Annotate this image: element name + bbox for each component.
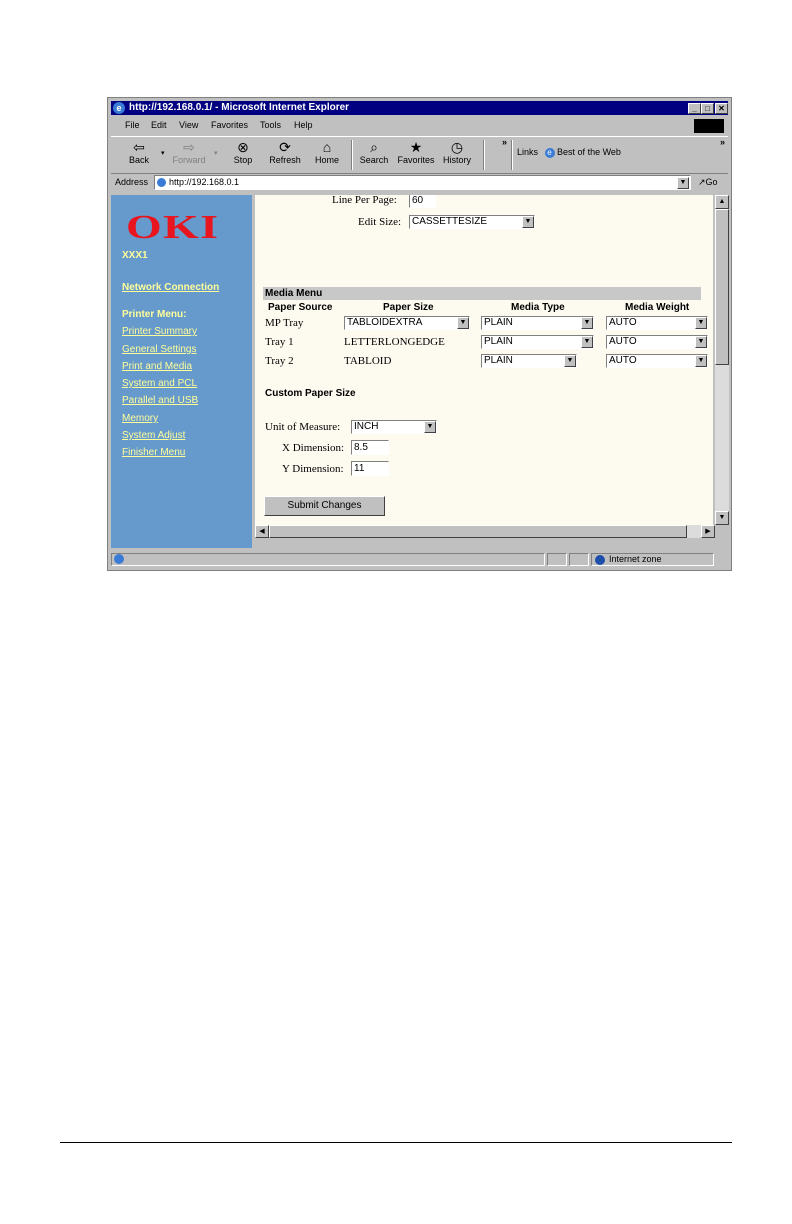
forward-button[interactable] — [169, 139, 209, 165]
ie-page-icon: e — [545, 148, 555, 158]
col-media-type: Media Type — [511, 302, 565, 313]
close-button[interactable]: ✕ — [715, 103, 728, 114]
stop-icon: ⊗ — [237, 139, 249, 155]
links-label: Links — [517, 147, 539, 157]
window-title: http://192.168.0.1/ - Microsoft Internet Explorer — [129, 102, 350, 113]
menu-bar — [111, 117, 728, 134]
unit-of-measure-label: Unit of Measure: — [265, 421, 341, 433]
media-type-value: PLAIN — [484, 355, 513, 366]
refresh-button[interactable] — [265, 139, 305, 165]
go-label: Go — [705, 177, 718, 187]
edit-size-value: CASSETTESIZE — [412, 216, 488, 227]
chevron-down-icon: ▼ — [457, 317, 469, 329]
history-label: History — [442, 155, 471, 165]
status-bar — [111, 551, 728, 568]
status-panel — [569, 553, 589, 566]
back-label: Back — [128, 155, 149, 165]
chevron-down-icon: ▼ — [581, 336, 593, 348]
home-button[interactable] — [307, 139, 347, 165]
ie-page-icon — [114, 554, 124, 564]
line-per-page-label: Line Per Page: — [332, 195, 397, 206]
sidebar — [111, 195, 252, 548]
media-type-value: PLAIN — [484, 336, 513, 347]
links-bar — [517, 147, 621, 158]
media-type-select[interactable] — [481, 316, 594, 330]
horizontal-scrollbar[interactable] — [255, 525, 715, 538]
links-best-of-web[interactable]: Best of the Web — [557, 147, 621, 157]
col-paper-size: Paper Size — [383, 302, 434, 313]
y-dimension-input[interactable]: 11 — [351, 461, 389, 476]
scroll-right-icon[interactable]: ▶ — [701, 525, 715, 538]
status-panel-main — [111, 553, 545, 566]
unit-of-measure-select[interactable] — [351, 420, 437, 434]
menu-tools[interactable]: Tools — [260, 120, 282, 130]
row-source: MP Tray — [265, 317, 304, 329]
paper-size-value: TABLOIDEXTRA — [347, 317, 423, 328]
stop-label: Stop — [233, 155, 253, 165]
col-paper-source: Paper Source — [268, 302, 333, 313]
globe-icon — [595, 555, 605, 565]
search-label: Search — [359, 155, 389, 165]
chevron-down-icon: ▼ — [695, 317, 707, 329]
favorites-button[interactable] — [396, 139, 436, 165]
footer-rule — [60, 1142, 732, 1143]
chevron-down-icon: ▼ — [581, 317, 593, 329]
y-dimension-label: Y Dimension: — [282, 463, 344, 475]
x-dimension-label: X Dimension: — [282, 442, 345, 454]
address-input[interactable] — [154, 175, 691, 190]
media-weight-select[interactable] — [606, 354, 708, 368]
sidebar-item-memory[interactable]: Memory — [122, 413, 159, 424]
address-bar — [111, 174, 728, 191]
maximize-button[interactable]: □ — [701, 103, 714, 114]
sidebar-item-printer-summary[interactable]: Printer Summary — [122, 326, 198, 337]
row-source: Tray 1 — [265, 336, 294, 348]
ie-page-icon — [157, 178, 166, 187]
sidebar-item-system-and-pcl[interactable]: System and PCL — [122, 378, 198, 389]
media-type-value: PLAIN — [484, 317, 513, 328]
stop-button[interactable] — [223, 139, 263, 165]
submit-changes-button[interactable]: Submit Changes — [264, 496, 385, 516]
internet-explorer-icon: e — [113, 102, 125, 114]
hscroll-thumb[interactable] — [269, 525, 687, 538]
title-bar[interactable] — [111, 101, 728, 115]
printer-menu-heading: Printer Menu: — [122, 309, 187, 320]
search-icon: ⌕ — [370, 139, 378, 155]
back-button[interactable] — [119, 139, 159, 165]
refresh-icon: ⟳ — [279, 139, 291, 155]
minimize-button[interactable]: _ — [688, 103, 701, 114]
x-dimension-input[interactable]: 8.5 — [351, 440, 389, 455]
menu-edit[interactable]: Edit — [151, 120, 167, 130]
back-arrow-icon: ⇦ — [133, 139, 145, 155]
scroll-thumb[interactable] — [715, 209, 729, 365]
search-button[interactable] — [354, 139, 394, 165]
links-separator — [511, 140, 513, 170]
vertical-scrollbar[interactable] — [715, 195, 729, 525]
sidebar-item-finisher-menu[interactable]: Finisher Menu — [122, 447, 186, 458]
media-weight-select[interactable] — [606, 335, 708, 349]
media-weight-value: AUTO — [609, 317, 637, 328]
scroll-up-icon[interactable]: ▲ — [715, 195, 729, 209]
col-media-weight: Media Weight — [625, 302, 690, 313]
toolbar-chevron[interactable]: » — [502, 137, 508, 147]
chevron-down-icon: ▼ — [564, 355, 576, 367]
menu-view[interactable]: View — [179, 120, 199, 130]
forward-arrow-icon: ⇨ — [183, 139, 195, 155]
chevron-down-icon: ▼ — [424, 421, 436, 433]
menu-file[interactable]: File — [125, 120, 140, 130]
row-source: Tray 2 — [265, 355, 294, 367]
scroll-left-icon[interactable]: ◀ — [255, 525, 269, 538]
favorites-icon: ★ — [409, 139, 423, 155]
windows-logo-icon — [694, 119, 724, 133]
media-weight-value: AUTO — [609, 355, 637, 366]
scroll-down-icon[interactable]: ▼ — [715, 511, 729, 525]
browser-window — [107, 97, 732, 571]
custom-paper-size-heading: Custom Paper Size — [265, 388, 356, 399]
line-per-page-input[interactable]: 60 — [409, 195, 436, 208]
address-value: http://192.168.0.1 — [169, 177, 240, 187]
menu-favorites[interactable]: Favorites — [211, 120, 249, 130]
paper-size-select[interactable] — [344, 316, 470, 330]
media-type-select[interactable] — [481, 335, 594, 349]
address-label: Address — [115, 177, 149, 187]
go-button[interactable] — [698, 175, 718, 190]
status-panel — [547, 553, 567, 566]
history-icon: ◷ — [450, 139, 464, 155]
address-dropdown-icon[interactable]: ▼ — [677, 177, 689, 189]
main-content — [255, 195, 713, 525]
edit-size-label: Edit Size: — [358, 216, 402, 228]
edit-size-select[interactable] — [409, 215, 535, 229]
sidebar-item-parallel-and-usb[interactable]: Parallel and USB — [122, 395, 199, 406]
links-chevron[interactable]: » — [720, 137, 726, 147]
sidebar-item-print-and-media[interactable]: Print and Media — [122, 361, 193, 372]
go-arrow-icon: ↗ — [698, 177, 706, 187]
favorites-label: Favorites — [397, 155, 435, 165]
refresh-label: Refresh — [269, 155, 301, 165]
printer-model: XXX1 — [122, 250, 148, 261]
media-weight-select[interactable] — [606, 316, 708, 330]
media-weight-value: AUTO — [609, 336, 637, 347]
home-icon: ⌂ — [322, 139, 332, 155]
media-type-select[interactable] — [481, 354, 577, 368]
oki-logo: OKI — [126, 209, 220, 246]
chevron-down-icon: ▼ — [695, 336, 707, 348]
chevron-down-icon: ▼ — [522, 216, 534, 228]
media-menu-heading: Media Menu — [263, 287, 701, 300]
history-button[interactable] — [437, 139, 477, 165]
toolbar-separator — [351, 140, 353, 170]
sidebar-item-general-settings[interactable]: General Settings — [122, 344, 197, 355]
forward-label: Forward — [172, 155, 206, 165]
sidebar-item-system-adjust[interactable]: System Adjust — [122, 430, 186, 441]
unit-of-measure-value: INCH — [354, 421, 379, 432]
chevron-down-icon: ▼ — [695, 355, 707, 367]
network-connection-link[interactable]: Network Connection — [122, 282, 220, 293]
back-dropdown-icon[interactable]: ▾ — [161, 150, 165, 157]
paper-size-value: LETTERLONGEDGE — [344, 336, 445, 348]
toolbar-separator — [483, 140, 485, 170]
paper-size-value: TABLOID — [344, 355, 392, 367]
forward-dropdown-icon[interactable]: ▾ — [214, 150, 218, 157]
home-label: Home — [314, 155, 339, 165]
toolbar — [111, 136, 728, 174]
menu-help[interactable]: Help — [294, 120, 313, 130]
status-zone-panel — [591, 553, 714, 566]
status-zone: Internet zone — [609, 554, 662, 564]
